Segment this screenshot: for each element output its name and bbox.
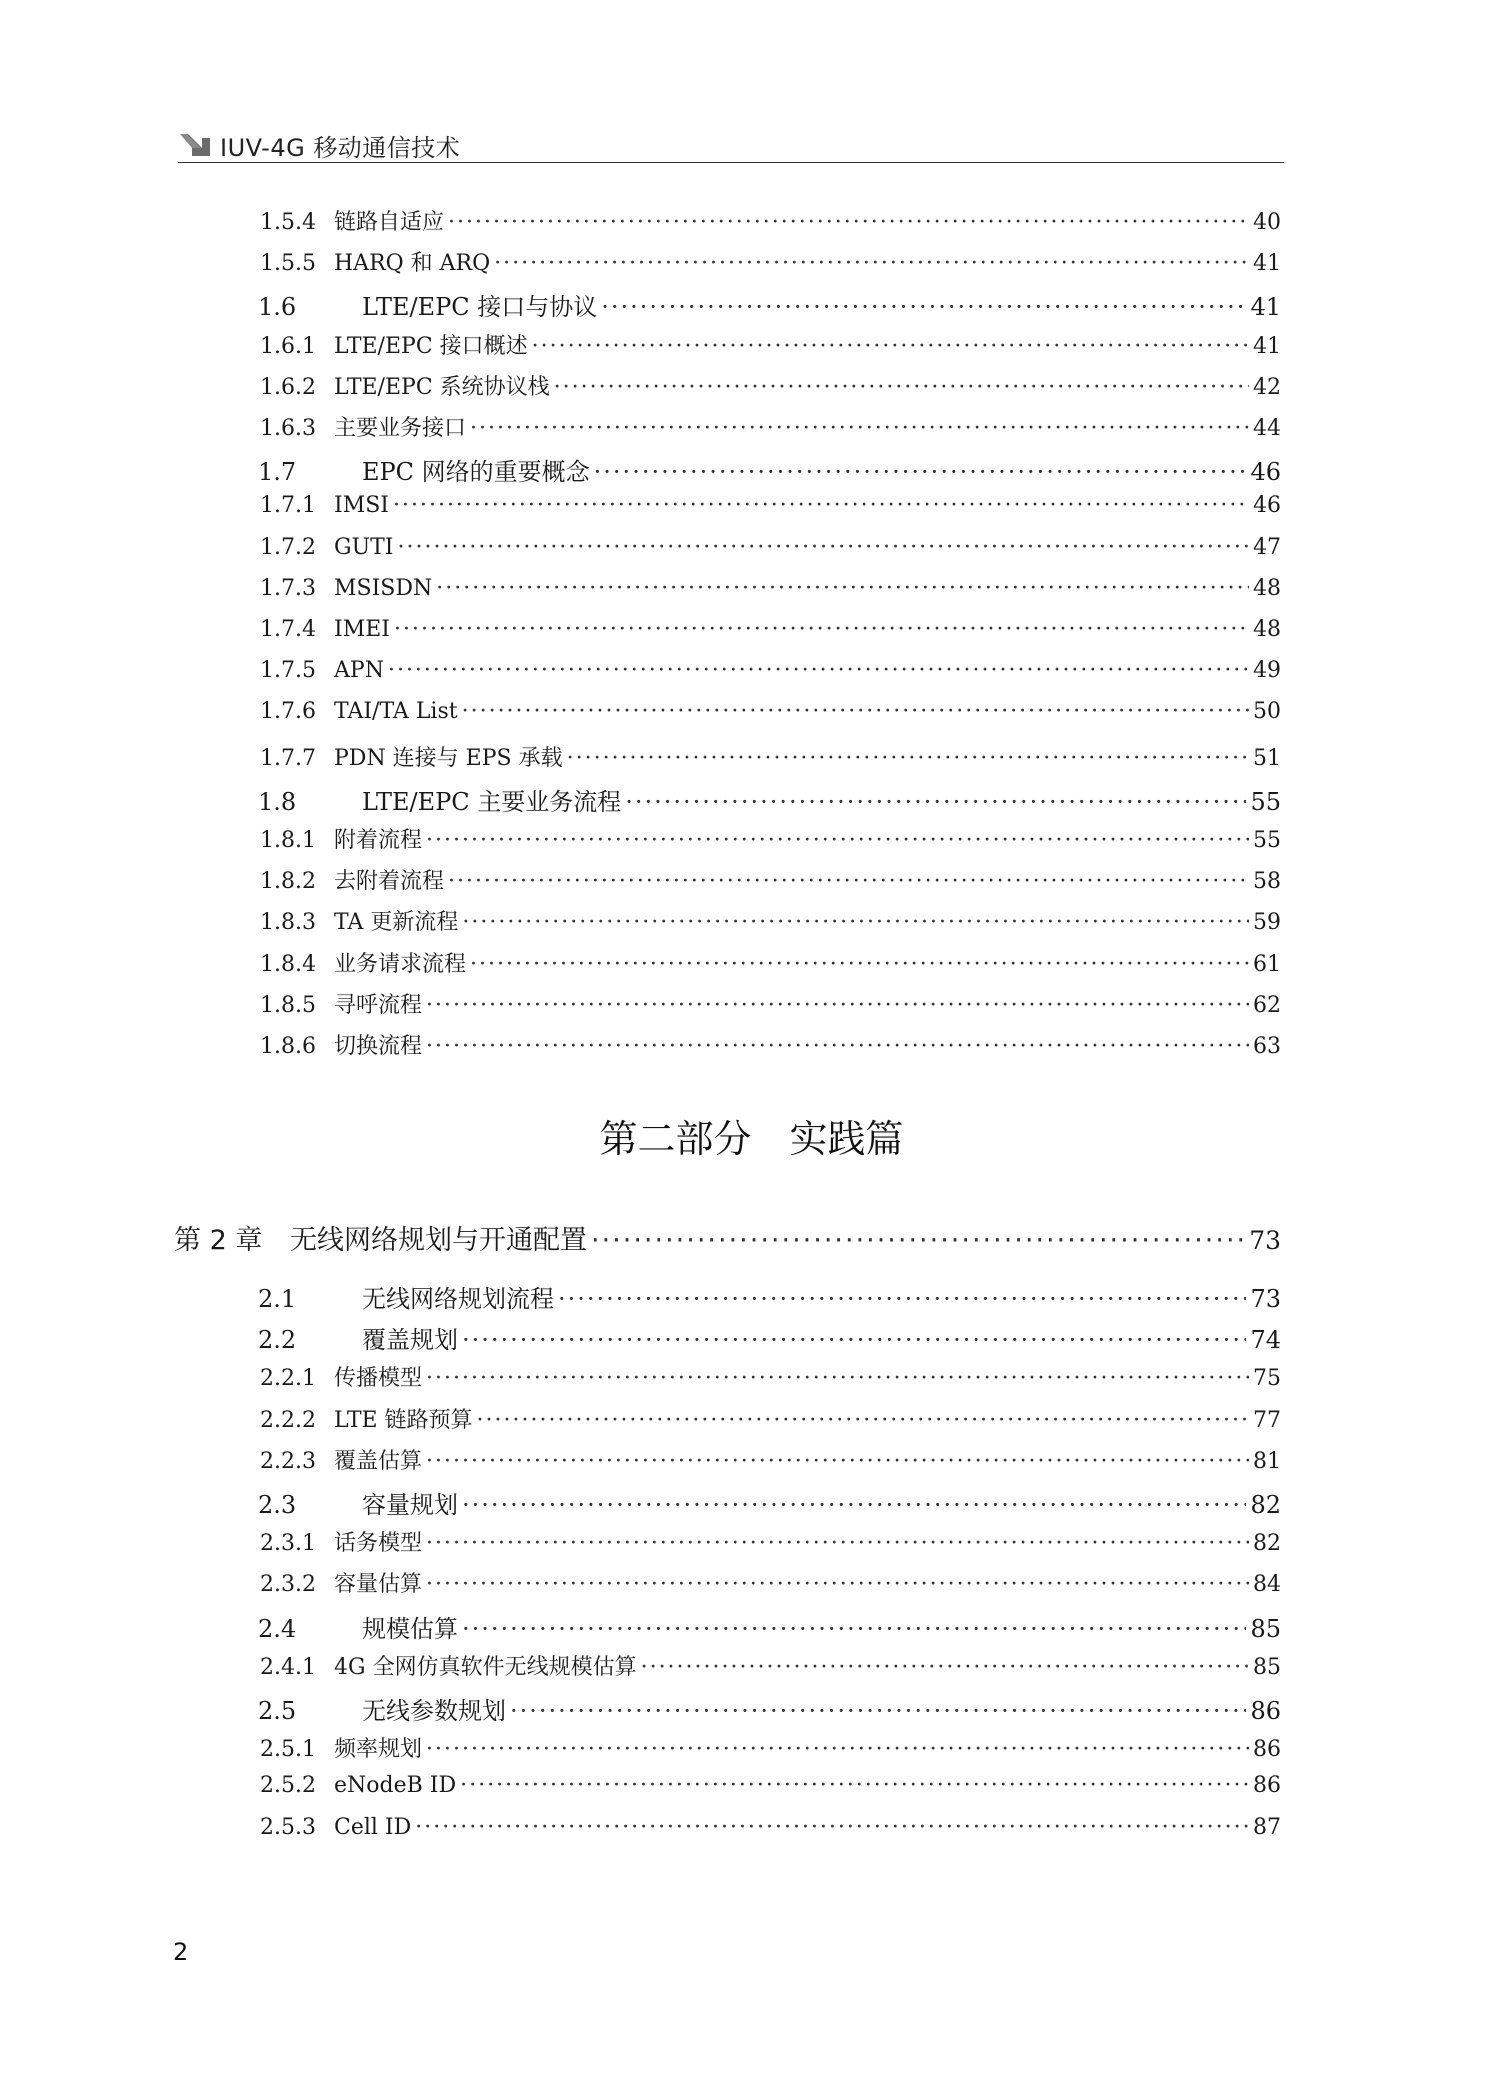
toc-entry-number: 1.8.5 [260, 992, 316, 1018]
book-title: IUV-4G 移动通信技术 [220, 134, 461, 162]
toc-entry-number: 1.6 [258, 293, 297, 322]
toc-entry-title: 寻呼流程 [334, 992, 423, 1018]
toc-entry-page: 62 [1253, 992, 1281, 1018]
toc-entry-number: 1.7.4 [260, 617, 316, 642]
toc-entry-number: 1.5.5 [260, 251, 316, 277]
toc-entry[interactable] [232, 699, 1281, 724]
toc-entry-page: 75 [1253, 1366, 1281, 1392]
toc-entry-title: 话务模型 [334, 1531, 423, 1557]
toc-entry-number: 1.7.5 [260, 658, 316, 684]
toc-entry-page: 51 [1253, 745, 1281, 771]
toc-entry-page: 41 [1250, 293, 1281, 322]
toc-entry-page: 58 [1253, 869, 1281, 895]
toc-entry[interactable] [232, 1691, 1281, 1726]
toc-entry[interactable] [232, 658, 1281, 683]
toc-leader-dots [591, 1225, 1245, 1256]
toc-entry-page: 85 [1253, 1654, 1281, 1680]
toc-entry-number: 2.5.3 [260, 1814, 316, 1840]
toc-entry-title: APN [334, 658, 384, 684]
toc-entry-page: 49 [1253, 658, 1281, 684]
toc-entry-number: 2.5.1 [260, 1737, 316, 1763]
toc-leader-dots [554, 375, 1249, 400]
toc-entry-number: 1.7.1 [260, 493, 316, 519]
toc-entry-title: 频率规划 [334, 1737, 423, 1763]
toc-entry-page: 50 [1253, 699, 1281, 725]
toc-entry-page: 48 [1253, 617, 1281, 642]
toc-entry-page: 73 [1249, 1226, 1281, 1255]
toc-entry-number: 1.7.3 [260, 575, 316, 601]
toc-entry-page: 46 [1250, 458, 1281, 487]
toc-entry-title: 无线参数规划 [362, 1697, 506, 1725]
toc-entry[interactable] [232, 905, 1281, 936]
toc-entry-number: 1.7.7 [260, 745, 316, 771]
toc-entry-title: 覆盖估算 [334, 1448, 423, 1474]
toc-entry-number: 2.5 [258, 1697, 297, 1725]
toc-entry-page: 82 [1253, 1531, 1281, 1557]
toc-entry-number: 1.7 [258, 458, 297, 487]
toc-entry-number: 2.5.2 [260, 1773, 316, 1799]
toc-entry[interactable] [232, 1567, 1281, 1598]
toc-entry-page: 86 [1253, 1773, 1281, 1799]
toc-entry[interactable] [232, 246, 1281, 277]
toc-entry-number: 1.6.2 [260, 374, 316, 400]
toc-entry-page: 84 [1253, 1572, 1281, 1598]
toc-entry[interactable] [232, 782, 1281, 817]
toc-entry-number: 1.8.1 [260, 828, 316, 853]
toc-entry[interactable] [232, 287, 1281, 322]
toc-entry-page: 47 [1253, 534, 1281, 560]
toc-entry-title: LTE/EPC 系统协议栈 [334, 374, 550, 400]
toc-leader-dots [601, 293, 1246, 321]
toc-entry-number: 1.5.4 [260, 210, 316, 235]
toc-entry-title: IMSI [334, 493, 389, 519]
toc-entry-number: 2.4 [258, 1614, 297, 1643]
arrow-logo-icon [178, 130, 214, 158]
toc-entry-page: 73 [1250, 1285, 1281, 1313]
toc-entry[interactable] [232, 1444, 1281, 1475]
toc-leader-dots [397, 535, 1249, 560]
toc-chapter-entry[interactable] [174, 1218, 1281, 1257]
toc-entry[interactable] [232, 1320, 1281, 1355]
toc-leader-dots [558, 1285, 1246, 1313]
toc-entry-number: 1.8 [258, 787, 297, 816]
toc-leader-dots [426, 828, 1249, 853]
toc-entry-page: 44 [1253, 416, 1281, 441]
toc-entry-title: 规模估算 [362, 1614, 458, 1643]
toc-entry-title: 容量规划 [362, 1491, 458, 1519]
toc-leader-dots [426, 1531, 1249, 1556]
toc-entry-title: LTE/EPC 主要业务流程 [362, 787, 622, 816]
toc-leader-dots [462, 699, 1249, 724]
toc-entry-page: 61 [1253, 951, 1281, 977]
toc-leader-dots [448, 869, 1249, 894]
toc-entry[interactable] [232, 329, 1281, 360]
toc-entry-number: 2.2 [258, 1326, 297, 1355]
toc-leader-dots [470, 952, 1249, 977]
toc-entry-number: 2.2.2 [260, 1407, 316, 1433]
toc-leader-dots [394, 617, 1249, 642]
toc-leader-dots [426, 1572, 1249, 1597]
toc-leader-dots [426, 993, 1249, 1018]
toc-entry-title: 切换流程 [334, 1034, 423, 1059]
toc-entry[interactable] [232, 988, 1281, 1019]
toc-entry[interactable] [232, 1403, 1281, 1434]
part-title: 第二部分 实践篇 [599, 1117, 904, 1161]
toc-entry-page: 74 [1250, 1326, 1281, 1355]
toc-entry-title: 4G 全网仿真软件无线规模估算 [334, 1654, 637, 1680]
toc-leader-dots [426, 1034, 1249, 1059]
toc-entry-number: 2.4.1 [260, 1654, 316, 1680]
toc-entry-number: 2.2.3 [260, 1448, 316, 1474]
toc-entry-title: GUTI [334, 534, 394, 560]
toc-entry-page: 59 [1253, 910, 1281, 936]
toc-leader-dots [594, 458, 1247, 486]
running-header [178, 126, 1284, 163]
toc-leader-dots [436, 576, 1249, 601]
toc-leader-dots [462, 910, 1249, 935]
toc-leader-dots [470, 416, 1249, 441]
toc-entry-page: 55 [1250, 787, 1281, 816]
toc-entry-title: 覆盖规划 [362, 1326, 458, 1355]
toc-entry-number: 2.2.1 [260, 1366, 316, 1392]
toc-leader-dots [462, 1615, 1246, 1643]
toc-entry-number: 1.7.2 [260, 534, 316, 560]
toc-entry[interactable] [232, 452, 1281, 487]
toc-entry[interactable] [232, 864, 1281, 895]
toc-entry[interactable] [232, 1609, 1281, 1644]
toc-entry-page: 48 [1253, 575, 1281, 601]
toc-entry-title: LTE 链路预算 [334, 1407, 473, 1433]
toc-leader-dots [460, 1773, 1249, 1798]
toc-entry-title: PDN 连接与 EPS 承载 [334, 745, 563, 771]
toc-entry-page: 86 [1250, 1697, 1281, 1725]
toc-leader-dots [393, 493, 1249, 518]
toc-entry[interactable] [232, 1650, 1281, 1681]
toc-entry-page: 42 [1253, 374, 1281, 400]
toc-entry-title: 业务请求流程 [334, 951, 467, 977]
toc-entry[interactable] [232, 576, 1281, 601]
toc-entry-title: LTE/EPC 接口概述 [334, 333, 528, 359]
page-number: 2 [173, 1938, 189, 1966]
toc-entry-page: 41 [1253, 251, 1281, 277]
toc-entry-page: 85 [1250, 1614, 1281, 1643]
toc-leader-dots [625, 788, 1246, 816]
toc-entry[interactable] [232, 1279, 1281, 1314]
toc-entry-title: 链路自适应 [334, 210, 445, 235]
toc-entry[interactable] [232, 823, 1281, 854]
toc-entry[interactable] [232, 1815, 1281, 1840]
toc-entry-title: MSISDN [334, 575, 433, 601]
toc-entry-page: 81 [1253, 1448, 1281, 1474]
toc-entry[interactable] [232, 411, 1281, 442]
toc-leader-dots [448, 210, 1249, 235]
toc-entry-page: 87 [1253, 1814, 1281, 1840]
toc-entry-page: 46 [1253, 493, 1281, 519]
toc-leader-dots [426, 1366, 1249, 1391]
toc-entry-number: 1.7.6 [260, 699, 316, 725]
toc-entry-number: 2.1 [258, 1285, 297, 1313]
toc-entry-title: 无线网络规划与开通配置 [290, 1225, 587, 1256]
toc-entry-title: 去附着流程 [334, 869, 445, 895]
toc-entry-title: eNodeB ID [334, 1773, 457, 1799]
toc-entry-number: 2.3 [258, 1491, 297, 1519]
toc-entry-page: 82 [1250, 1491, 1281, 1519]
toc-entry-number: 1.8.2 [260, 869, 316, 895]
toc-entry-title: EPC 网络的重要概念 [362, 458, 590, 487]
toc-leader-dots [641, 1655, 1249, 1680]
toc-leader-dots [426, 1449, 1249, 1474]
toc-entry[interactable] [232, 493, 1281, 518]
toc-entry-number: 第 2 章 [174, 1225, 263, 1256]
toc-entry-title: 主要业务接口 [334, 416, 467, 441]
toc-entry-title: LTE/EPC 接口与协议 [362, 293, 598, 322]
toc-entry-number: 1.6.1 [260, 333, 316, 359]
toc-entry[interactable] [232, 370, 1281, 401]
toc-entry-title: TAI/TA List [334, 699, 458, 725]
toc-entry[interactable] [232, 1773, 1281, 1798]
toc-leader-dots [388, 658, 1249, 683]
toc-entry-number: 1.8.3 [260, 910, 316, 936]
toc-entry[interactable] [232, 1361, 1281, 1392]
toc-entry-number: 2.3.2 [260, 1572, 316, 1598]
toc-entry-number: 1.8.6 [260, 1034, 316, 1059]
toc-leader-dots [415, 1815, 1249, 1840]
toc-entry-page: 40 [1253, 210, 1281, 235]
toc-entry[interactable] [232, 1526, 1281, 1557]
toc-leader-dots [462, 1326, 1246, 1354]
toc-entry[interactable] [232, 535, 1281, 560]
toc-leader-dots [462, 1491, 1246, 1519]
toc-entry[interactable] [232, 205, 1281, 236]
toc-entry-title: 容量估算 [334, 1572, 423, 1598]
toc-entry-number: 1.6.3 [260, 416, 316, 441]
toc-leader-dots [494, 251, 1249, 276]
toc-entry-page: 77 [1253, 1407, 1281, 1433]
toc-leader-dots [532, 334, 1249, 359]
toc-entry-title: HARQ 和 ARQ [334, 251, 491, 277]
toc-leader-dots [477, 1408, 1249, 1433]
toc-entry-title: 无线网络规划流程 [362, 1285, 554, 1313]
toc-entry-title: Cell ID [334, 1814, 412, 1840]
toc-leader-dots [426, 1737, 1249, 1762]
toc-entry-number: 2.3.1 [260, 1531, 316, 1557]
toc-entry[interactable] [232, 617, 1281, 642]
toc-entry-number: 1.8.4 [260, 951, 316, 977]
toc-entry[interactable] [232, 1732, 1281, 1763]
toc-entry-title: 传播模型 [334, 1366, 423, 1392]
toc-entry[interactable] [232, 741, 1281, 772]
toc-entry-page: 55 [1253, 828, 1281, 853]
toc-entry-title: 附着流程 [334, 828, 423, 853]
toc-entry[interactable] [232, 947, 1281, 978]
toc-leader-dots [510, 1697, 1246, 1725]
toc-entry[interactable] [232, 1029, 1281, 1060]
toc-entry-page: 41 [1253, 333, 1281, 359]
toc-entry-title: IMEI [334, 617, 390, 642]
toc-entry-page: 63 [1253, 1034, 1281, 1059]
toc-leader-dots [567, 746, 1249, 771]
toc-entry[interactable] [232, 1485, 1281, 1520]
toc-entry-title: TA 更新流程 [334, 910, 459, 936]
toc-entry-page: 86 [1253, 1737, 1281, 1763]
